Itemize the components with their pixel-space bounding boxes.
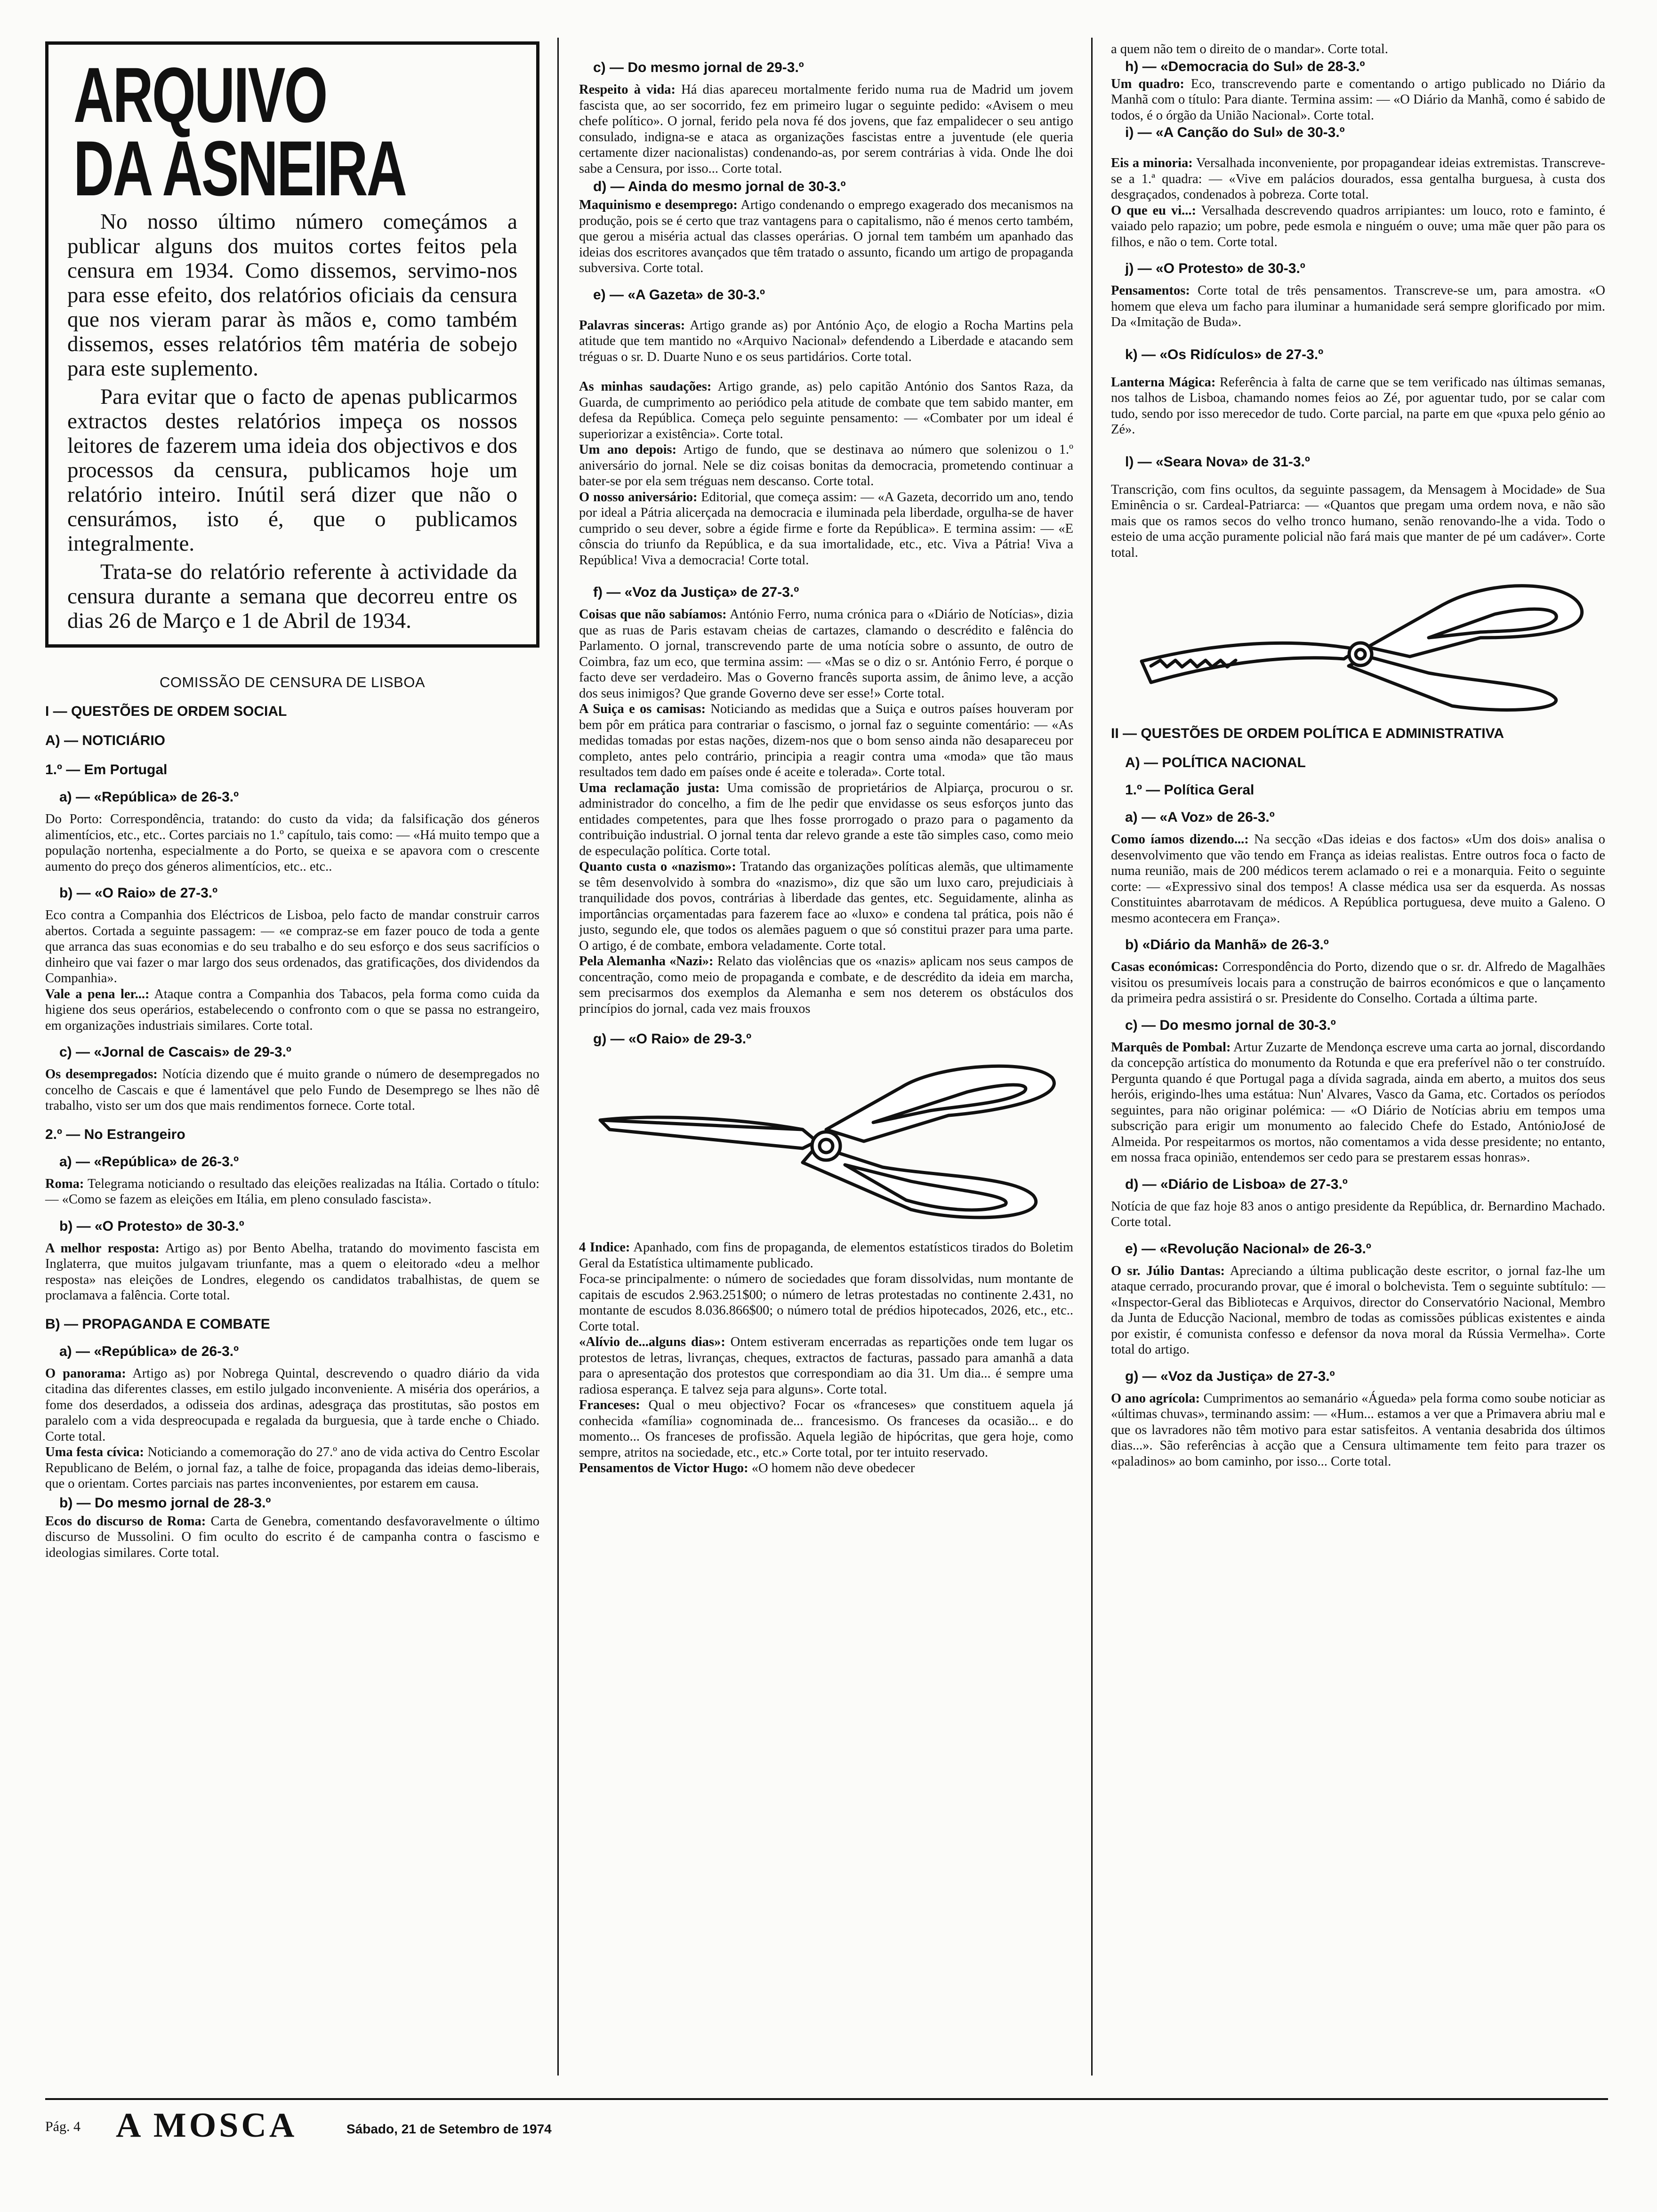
item-heading: d) — Ainda do mesmo jornal de 30-3.º — [593, 179, 846, 194]
article-text: O sr. Júlio Dantas: Apreciando a última publicação deste escritor, o jornal faz-lhe um ataque cerrado, procurando provar, que é imoral o bolchevista. Tem o seguinte subtítulo: — «Inspector-Geral das Bibliotecas e Arquivos, director do Conservatório Nacional, Membro da Junta de Educção Nacional, membro de todas as comissões públicas existentes e ainda por existir, é comunista confesso e defensor da nova moral da Rússia Vermelha». Corte total do artigo. — [1111, 1263, 1605, 1357]
article-text: Um ano depois: Artigo de fundo, que se destinava ao número que solenizou o 1.º aniversário do jornal. Nele se diz coisas bonitas da democracia, prometendo continuar a bater-se por ela sem tréguas nem descanso. Corte total. — [579, 442, 1073, 489]
article-text: «Alívio de...alguns dias»: Ontem estiveram encerradas as repartições onde tem lugar os protestos de letras, livranças, cheques, extractos de facturas, passado para amanhã a data para o apresentação dos protestos que correspondiam ao dia 31. Um dia... é sempre uma radiosa esperança. E talvez seja para alguns». Corte total. — [579, 1335, 1073, 1397]
article-text: Foca-se principalmente: o número de sociedades que foram dissolvidas, num montante de capitais de escudos 2.963.251$00; o número de letras protestadas no continente 2.431, no montante de escudos 8.036.866$00; o número total de prédios hipotecados, 2026, etc., etc.. Corte total. — [579, 1272, 1073, 1334]
item-heading: l) — «Seara Nova» de 31-3.º — [1125, 454, 1310, 470]
item-heading: c) — «Jornal de Cascais» de 29-3.º — [59, 1044, 291, 1060]
section-heading: 1.º — Política Geral — [1125, 782, 1255, 798]
item-heading: a) — «República» de 26-3.º — [59, 1343, 239, 1359]
item-heading: b) — Do mesmo jornal de 28-3.º — [59, 1495, 271, 1511]
article-text: Coisas que não sabíamos: António Ferro, numa crónica para o «Diário de Notícias», dizia que as ruas de Paris estavam cheias de cartazes, clamando o descrédito e falência do Parlamento. O jornal, transcrevendo parte de uma notícia sobre o assunto, de outro de Coimbra, faz um eco, que termina assim: — «Mas se o diz o sr. António Ferro, é porque o facto deve ser verdadeiro. Mas o Governo francês suporta assim, de ânimo leve, a acção dos seus inimigos? Que grande Governo deve ser esse!» Corte total. — [579, 607, 1073, 701]
article-text: 4 Indice: Apanhado, com fins de propaganda, de elementos estatísticos tirados do Boletim Geral da Estatística ultimamente publicado. — [579, 1240, 1074, 1271]
article-text: Eco contra a Companhia dos Eléctricos de Lisboa, pelo facto de mandar construir carros abertos. Cortada a seguinte passagem: — «e compraz-se em fazer pouco de toda a gente que arranca das suas economias e do seu trabalho e do seu esforço e dos seus sacrifícios o dinheiro que vai fazer o mar largo dos seus ordenados, das gratificações, dos dividendos da Companhia». — [45, 908, 539, 986]
article-text: O ano agrícola: Cumprimentos ao semanário «Águeda» pela forma como soube noticiar as «últimas chuvas», terminando assim: — «Hum... estamos a ver que a Primavera abriu mal e que os lavradores não têm motivo para estar satisfeitos. A ventania desabrida dos últimos dias...». São referências à acção que a Censura ultimamente tem feito para trazer os «paladinos» ao bom caminho, por isso... Corte total. — [1111, 1391, 1605, 1469]
article-text: Franceses: Qual o meu objectivo? Focar os «franceses» que constituem aquela já conhecida «família» cognominada de... francesismo. Os franceses da ocasião... e do momento... Os franceses de profissão. Aquela legião de hipócritas, que gera hoje, como sempre, atritos na sociedade, etc., etc.» Corte total, por ter intuito reservado. — [579, 1398, 1073, 1460]
section-heading: 1.º — Em Portugal — [45, 762, 168, 777]
item-heading: c) — Do mesmo jornal de 30-3.º — [1125, 1017, 1336, 1033]
article-text: Lanterna Mágica: Referência à falta de carne que se tem verificado nas últimas semanas, nos talhos de Lisboa, chamando nomes feios ao Zé, por aguentar tudo, por se calar com tudo, sendo por isso merecedor de tudo. Corte parcial, na parte em que «puxa pelo génio ao Zé». — [1111, 375, 1605, 437]
item-heading: a) — «República» de 26-3.º — [59, 1154, 239, 1170]
article-text: Os desempregados: Notícia dizendo que é muito grande o número de desempregados no concelho de Cascais e que é lamentável que pelo Fundo de Desemprego se lhes não dê trabalho, visto ser um dos que mais rendimentos fornece. Corte total. — [45, 1067, 539, 1113]
section-heading: B) — PROPAGANDA E COMBATE — [45, 1316, 270, 1332]
article-text: a quem não tem o direito de o mandar». Corte total. — [1111, 42, 1388, 56]
article-text: Ecos do discurso de Roma: Carta de Genebra, comentando desfavoravelmente o último discurso de Mussolini. O fim oculto do escrito é de campanha contra o fascismo e ideologias similares. Corte total. — [45, 1514, 539, 1560]
article-text: Quanto custa o «nazismo»: Tratando das organizações políticas alemãs, que ultimamente se têm desenvolvido à sombra do «nazismo», diz que são um luxo caro, prejudiciais à tranquilidade dos povos, contrárias à liberdade das gentes, etc. Seguidamente, alinha as importâncias orçamentadas para fazerem face ao «luxo» e condena tal prática, pois não é justo, segundo ele, que todos os alemães paguem o que só constitui prazer para uma parte. O artigo, é de combate, embora veladamente. Corte total. — [579, 859, 1073, 953]
section-heading: 2.º — No Estrangeiro — [45, 1126, 185, 1142]
item-heading: b) — «O Protesto» de 30-3.º — [59, 1218, 244, 1234]
article-text: O que eu vi...: Versalhada descrevendo quadros arripiantes: um louco, roto e faminto, é vaiado pelo rapazio; um pobre, pede esmola e ninguém o ouve; uma mãe quer pão para os filhos, e não o tem. Corte total. — [1111, 203, 1605, 249]
item-heading: g) — «O Raio» de 29-3.º — [593, 1031, 752, 1047]
headline — [67, 52, 521, 212]
masthead-logo: A MOSCA — [116, 2106, 298, 2145]
article-text: A Suiça e os camisas: Noticiando as medidas que a Suiça e outros países houveram por bem pôr em prática para contrariar o fascismo, o jornal faz o seguinte comentário: — «As medidas tomadas por estas nações, dizem-nos que o bom senso ainda não desapareceu por completo, antes pelo contrário, principia a reagir contra uma «moda» que tão maus resultados tem dado em países onde é aceite e tolerada». Corte total. — [579, 702, 1074, 779]
intro-paragraph: Para evitar que o facto de apenas publicarmos extractos destes relatórios impeça os nossos leitores de fazerem uma ideia dos objectivos e dos processos da censura, publicamos hoje um relatório inteiro. Inútil será dizer que não o censurámos, isto é, que o publicamos integralmente. — [67, 385, 517, 556]
footer-rule — [45, 2098, 1608, 2100]
headline-line-1: ARQUIVO — [73, 52, 327, 139]
column-rule — [557, 38, 559, 2076]
article-text: Pela Alemanha «Nazi»: Relato das violências que os «nazis» aplicam nos seus campos de concentração, como meio de propaganda e combate, e de descrédito da ideia em marcha, sem precisarmos dos exemplos da Alemanha e sem nos deterem os obstáculos dos princípios do jornal, cada vez mais frouxos — [579, 954, 1073, 1016]
article-text: Roma: Telegrama noticiando o resultado das eleições realizadas na Itália. Cortado o título: — «Como se fazem as eleições em Itália, em pleno consulado fascista». — [45, 1176, 539, 1207]
article-text: Um quadro: Eco, transcrevendo parte e comentando o artigo publicado no Diário da Manhã com o título: Para diante. Termina assim: — «O Diário da Manhã, como é sabido de todos, é o órgão da União Nacional». Corte total. — [1111, 76, 1605, 123]
headline-line-2: DA ASNEIRA — [73, 125, 406, 212]
article-text: Eis a minoria: Versalhada inconveniente, por propagandear ideias extremistas. Transcreve-se a 1.ª quadra: — «Vive em palácios dourados, essa gentalha burguesa, à custa dos desgraçados, condenados à pobreza. Corte total. — [1111, 156, 1605, 202]
item-heading: h) — «Democracia do Sul» de 28-3.º — [1125, 58, 1365, 74]
item-heading: a) — «República» de 26-3.º — [59, 789, 239, 805]
column-2 — [579, 41, 1073, 1476]
article-text: Do Porto: Correspondência, tratando: do custo da vida; da falsificação dos géneros alimentícios, etc., etc.. Cortes parciais no 1.º capítulo, tais como: — «Há muito tempo que a população nortenha, especialmente a do Porto, se queixa e se apavora com o crescente aumento do preço dos géneros alimentícios, etc.. etc.. — [45, 812, 539, 874]
article-text: Vale a pena ler...: Ataque contra a Companhia dos Tabacos, pela forma como cuida da higiene dos seus operários, estabelecendo o confronto com o que se passa no estrangeiro, em organizações industriais similares. Corte total. — [45, 986, 539, 1033]
item-heading: k) — «Os Ridículos» de 27-3.º — [1125, 346, 1324, 362]
section-heading: A) — NOTICIÁRIO — [45, 733, 165, 748]
article-text: Palavras sinceras: Artigo grande as) por António Aço, de elogio a Rocha Martins pela atitude que tem mantido no «Arquivo Nacional» defendendo a Liberdade e atacando sem tréguas o sr. D. Duarte Nuno e os seus partidários. Corte total. — [579, 318, 1073, 364]
title-box — [45, 41, 539, 648]
article-text: O nosso aniversário: Editorial, que começa assim: — «A Gazeta, decorrido um ano, tendo por ideal a Pátria alicerçada na democracia e iluminada pela liberdade, orgulha-se de haver cumprido o seu dever, sobre a égide firme e forte da República». E termina assim: — «E cônscia do triunfo da República, e da sua imortalidade, etc., etc. Viva a Pátria! Viva a República! Viva a democracia! Corte total. — [579, 489, 1073, 568]
article-text: Respeito à vida: Há dias apareceu mortalmente ferido numa rua de Madrid um jovem fascista que, ao ser socorrido, fez em primeiro lugar o seguinte pedido: «Avisem o meu chefe político». O jornal, ferido pela nova fé dos jovens, que faz empalidecer o seu antigo consulado, indigna-se e ataca as organizações fascistas entre a juventude (ele queria certamente dizer nacionalistas) condenando-as, por serem contrárias à vida. Onde lhe doi sabe a Censura, por isso... Corte total. — [579, 82, 1073, 176]
article-text: Maquinismo e desemprego: Artigo condenando o emprego exagerado dos mecanismos na produção, pois se é certo que traz vantagens para o capitalismo, não é menos certo também, que gerou a miséria actual das classes operárias. O jornal tem também um apanhado das ideias dos escritores avançados que têm tratado o assunto, ficando um artigo de propaganda subversiva. Corte total. — [579, 198, 1073, 275]
item-heading: e) — «A Gazeta» de 30-3.º — [593, 287, 765, 303]
article-text: Casas económicas: Correspondência do Porto, dizendo que o sr. dr. Alfredo de Magalhães visitou os presumíveis locais para a construção de bairros económicos e que o lançamento da primeira pedra assistirá o sr. Presidente do Conselho. Cortada a última parte. — [1111, 960, 1606, 1006]
commission-heading: COMISSÃO DE CENSURA DE LISBOA — [159, 674, 426, 690]
section-heading: I — QUESTÕES DE ORDEM SOCIAL — [45, 704, 287, 719]
item-heading: b) «Diário da Manhã» de 26-3.º — [1125, 937, 1329, 953]
article-text: Como íamos dizendo...: Na secção «Das ideias e dos factos» «Um dos dois» analisa o desenvolvimento que vão tendo em França as ideias realistas. Entre outros foca o facto de numa reunião, mais de 200 médicos terem aclamado o rei e a monarquia. Feito o seguinte corte: — «Expressivo sinal dos tempos! A classe médica usa ser da esquerda. As nossas Constituintes abarrotavam de médicos. A República portuguesa, deve muito a Galeno. O mesmo acontecera em França». — [1111, 832, 1605, 926]
item-heading: d) — «Diário de Lisboa» de 27-3.º — [1125, 1176, 1348, 1192]
item-heading: f) — «Voz da Justiça» de 27-3.º — [593, 585, 799, 600]
item-heading: i) — «A Canção do Sul» de 30-3.º — [1125, 125, 1345, 140]
article-text: Transcrição, com fins ocultos, da seguinte passagem, da Mensagem à Mocidade» de Sua Eminência o sr. Cardeal-Patriarca: — «Quantos que pregam uma ordem nova, e não são mais que os ramos secos do velho tronco humano, senão renovando-lhe a vida. Todo o esteio de uma acção puramente policial não fará mais que manter de pé um cadáver». Corte total. — [1111, 482, 1605, 560]
item-heading: a) — «A Voz» de 26-3.º — [1125, 809, 1275, 825]
issue-date: Sábado, 21 de Setembro de 1974 — [346, 2122, 552, 2136]
intro-paragraph: No nosso último número começámos a publicar alguns dos muitos cortes feitos pela censura em 1934. Como dissemos, servimo-nos para esse efeito, dos relatórios oficiais da censura que nos vieram parar às mãos e, como também dissemos, esses relatórios têm matéria de sobejo para este suplemento. — [67, 209, 517, 381]
item-heading: g) — «Voz da Justiça» de 27-3.º — [1125, 1368, 1335, 1384]
column-rule — [1091, 38, 1093, 2076]
intro-paragraph: Trata-se do relatório referente à actividade da censura durante a semana que decorreu entre os dias 26 de Março e 1 de Abril de 1934. — [67, 560, 517, 633]
article-text: Notícia de que faz hoje 83 anos o antigo presidente da República, dr. Bernardino Machado. Corte total. — [1111, 1199, 1605, 1229]
scissors-icon — [1123, 572, 1593, 713]
article-text: O panorama: Artigo as) por Nobrega Quintal, descrevendo o quadro diário da vida citadina das diferentes classes, em estilo julgado inconveniente. A miséria dos operários, a fome dos deserdados, a odisseia dos ardinas, adesgraça das prostitutas, são postos em paralelo com a vida despreocupada e regalada da burguesia, que à tarde enche o Chiado. Corte total. — [45, 1366, 539, 1444]
article-text: Uma reclamação justa: Uma comissão de proprietários de Alpiarça, procurou o sr. administrador do concelho, a fim de lhe pedir que envidasse os seus esforços junto das entidades competentes, para que lhes fosse prorrogado o prazo para o pagamento da contribuição industrial. O jornal tenta dar relevo grande a este tão simples caso, como meio de especulação política. Corte total. — [579, 780, 1074, 858]
item-heading: b) — «O Raio» de 27-3.º — [59, 885, 218, 901]
article-text: Uma festa cívica: Noticiando a comemoração do 27.º ano de vida activa do Centro Escolar Republicano de Belém, o jornal faz, a talhe de foice, propaganda das ideias demo-liberais, que o orientam. Cortes parciais nas partes inconvenientes, por estarem em causa. — [45, 1445, 539, 1491]
section-heading: A) — POLÍTICA NACIONAL — [1125, 755, 1306, 770]
article-text: A melhor resposta: Artigo as) por Bento Abelha, tratando do movimento fascista em Inglaterra, que muitos julgavam triunfante, mas a quem o eleitorado «deu a melhor resposta» nas eleições de Londres, elegendo os candidatos trabalhistas, de quem se proclamava a falência. Corte total. — [45, 1241, 539, 1303]
item-heading: c) — Do mesmo jornal de 29-3.º — [593, 60, 804, 75]
article-text: Pensamentos: Corte total de três pensamentos. Transcreve-se um, para amostra. «O homem que eleva um facho para iluminar a humanidade será sempre glorificado por mim. Da «Imitação de Buda». — [1111, 283, 1605, 329]
article-text: Marquês de Pombal: Artur Zuzarte de Mendonça escreve uma carta ao jornal, discordando da concepção artística do monumento da Rotunda e que era preferível não o ter construído. Pergunta quando é que Portugal paga a dívida sagrada, ainda em aberto, a muitos dos seus heróis, erigindo-lhes uma estátua: Nun' Alvares, Vasco da Gama, etc. Cortados os períodos seguintes, para não originar polémica: — «O Diário de Notícias abriu em tempos uma subscrição para erigir um monumento ao falecido Chefe do Estado, AntónioJosé de Almeida. Por respeitarmos os mortos, não comentamos a vida desse presidente; no entanto, em nossa fraca opinião, entendemos ser cedo para se prestarem essas honras». — [1111, 1040, 1605, 1165]
section-heading: II — QUESTÕES DE ORDEM POLÍTICA E ADMINISTRATIVA — [1111, 726, 1504, 741]
column-1 — [45, 41, 539, 1561]
article-text: Pensamentos de Victor Hugo: «O homem não deve obedecer — [579, 1461, 915, 1475]
page-footer — [45, 2108, 1608, 2146]
column-3 — [1111, 41, 1605, 1469]
item-heading: j) — «O Protesto» de 30-3.º — [1125, 261, 1305, 276]
article-text: As minhas saudações: Artigo grande, as) pelo capitão António dos Santos Raza, da Guarda, de cumprimento ao periódico pela atitude de combate que tem sabido manter, em defesa da República. Começa pelo seguinte pensamento: — «Combater por um ideal é superiorizar a existência». Corte total. — [579, 379, 1074, 441]
page-number: Pág. 4 — [45, 2119, 80, 2134]
scissors-icon — [581, 1059, 1071, 1228]
item-heading: e) — «Revolução Nacional» de 26-3.º — [1125, 1241, 1371, 1257]
